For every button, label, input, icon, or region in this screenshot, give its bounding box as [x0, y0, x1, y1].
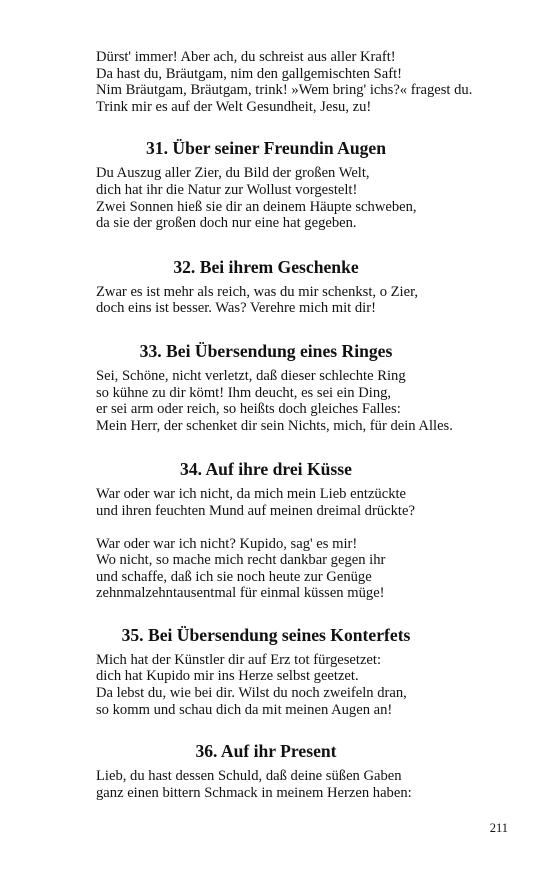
- page-text: [96, 49, 516, 801]
- verse-line: Sei, Schöne, nicht verletzt, daß dieser schlechte Ring: [96, 367, 406, 384]
- poem-body: [96, 165, 516, 231]
- verse-line: Mich hat der Künstler dir auf Erz tot fürgesetzet:: [96, 651, 382, 668]
- verse-line: Lieb, du hast dessen Schuld, daß deine süßen Gaben: [96, 768, 402, 785]
- verse-line: Du Auszug aller Zier, du Bild der großen Welt,: [96, 165, 370, 182]
- verse-line: da sie der großen doch nur eine hat gegeben.: [96, 215, 357, 232]
- page-number: 211: [489, 821, 508, 835]
- poem-body: [96, 368, 516, 434]
- verse-line: dich hat Kupido mir ins Herze selbst geetzet.: [96, 668, 359, 685]
- verse-line: doch eins ist besser. Was? Verehre mich mit dir!: [96, 300, 376, 317]
- poem-title: 31. Über seiner Freundin Augen: [146, 138, 386, 159]
- poem-title: 35. Bei Übersendung seines Konterfets: [121, 624, 411, 645]
- verse-line: so komm und schau dich da mit meinen Augen an!: [96, 701, 393, 718]
- opening-stanza: [96, 49, 516, 115]
- poem-body: [96, 486, 516, 602]
- verse-line: er sei arm oder reich, so heißts doch gleiches Falles:: [96, 401, 401, 418]
- verse-line: Zwei Sonnen hieß sie dir an deinem Häupte schweben,: [96, 198, 417, 215]
- verse-line: ganz einen bittern Schmack in meinem Herzen haben:: [96, 784, 412, 801]
- verse-line: Trink mir es auf der Welt Gesundheit, Jesu, zu!: [96, 98, 372, 115]
- poem-body: [96, 284, 516, 317]
- poem-title: 32. Bei ihrem Geschenke: [173, 256, 359, 277]
- verse-line: Da lebst du, wie bei dir. Wilst du noch zweifeln dran,: [96, 685, 407, 702]
- poem-title: 33. Bei Übersendung eines Ringes: [139, 340, 393, 361]
- verse-line: Da hast du, Bräutgam, nim den gallgemischten Saft!: [96, 65, 402, 82]
- verse-line: Zwar es ist mehr als reich, was du mir schenkst, o Zier,: [96, 283, 419, 300]
- verse-line: so kühne zu dir kömt! Ihm deucht, es sei ein Ding,: [96, 384, 392, 401]
- poem-title: 36. Auf ihr Present: [195, 741, 337, 762]
- verse-line: und schaffe, daß ich sie noch heute zur Genüge: [96, 568, 372, 585]
- stanza-break: [96, 520, 516, 536]
- poem-body: [96, 768, 516, 801]
- verse-line: Wo nicht, so mache mich recht dankbar gegen ihr: [96, 552, 386, 569]
- verse-line: War oder war ich nicht, da mich mein Lieb entzückte: [96, 486, 407, 503]
- verse-line: dich hat ihr die Natur zur Wollust vorgestelt!: [96, 181, 358, 198]
- poem-body: [96, 652, 516, 718]
- verse-line: War oder war ich nicht? Kupido, sag' es mir!: [96, 535, 358, 552]
- verse-line: Dürst' immer! Aber ach, du schreist aus aller Kraft!: [96, 49, 396, 65]
- verse-line: Nim Bräutgam, Bräutgam, trink! »Wem bring' ichs?« fragest du.: [96, 82, 473, 99]
- verse-line: und ihren feuchten Mund auf meinen dreimal drückte?: [96, 502, 415, 519]
- verse-line: Mein Herr, der schenket dir sein Nichts, mich, für dein Alles.: [96, 417, 453, 434]
- verse-line: zehnmalzehntausentmal für einmal küssen müge!: [96, 585, 385, 602]
- poem-title: 34. Auf ihre drei Küsse: [180, 459, 352, 480]
